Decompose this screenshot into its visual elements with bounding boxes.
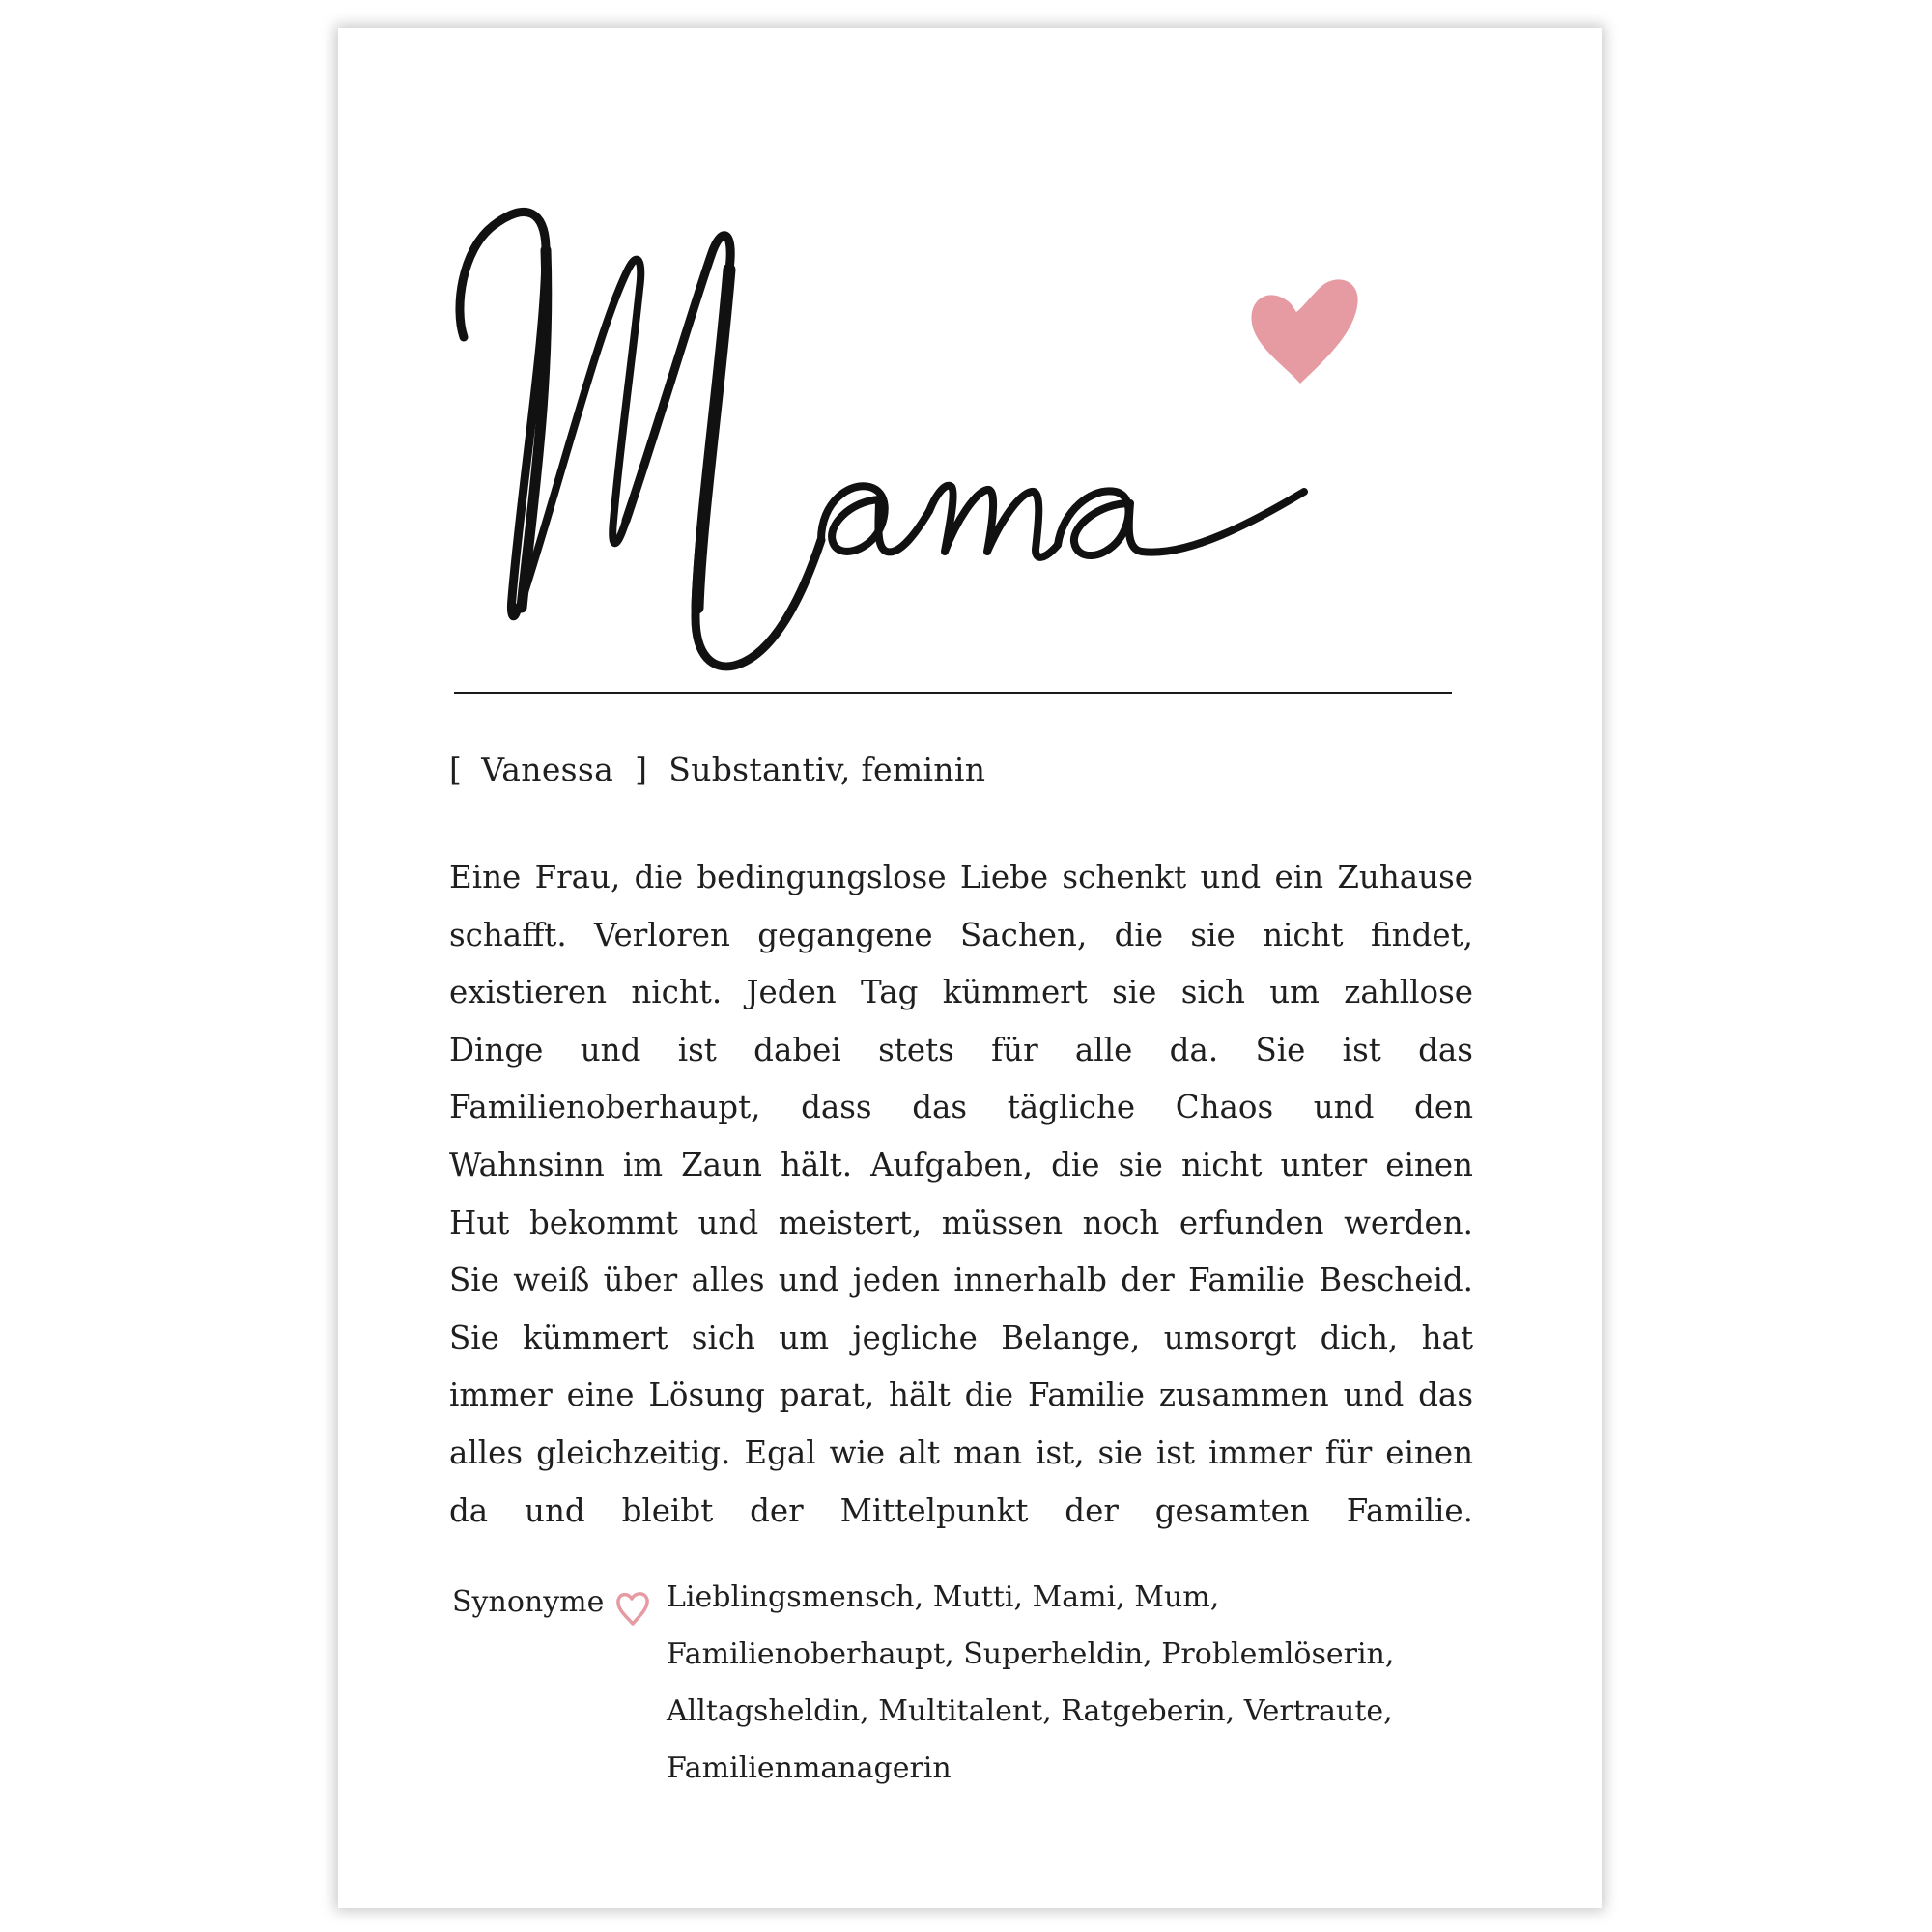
synonyms-list bbox=[667, 1569, 1394, 1797]
definition-line: alles gleichzeitig. Egal wie alt man ist, sie ist immer für einen bbox=[449, 1434, 1473, 1471]
pronunciation-line bbox=[449, 751, 985, 788]
heart-outline-icon bbox=[614, 1589, 651, 1628]
divider-line bbox=[454, 692, 1452, 694]
definition-line: Hut bekommt und meistert, müssen noch erfunden werden. bbox=[449, 1204, 1473, 1241]
definition-line: Familienoberhaupt, dass das tägliche Chaos und den bbox=[449, 1089, 1473, 1126]
synonyms-label: Synonyme bbox=[452, 1585, 605, 1619]
definition-line: existieren nicht. Jeden Tag kümmert sie sich um zahllose bbox=[449, 974, 1473, 1011]
script-title-graphic bbox=[454, 192, 1420, 695]
definition-line: Sie weiß über alles und jeden innerhalb der Familie Bescheid. bbox=[449, 1262, 1473, 1299]
synonyms-line: Familienmanagerin bbox=[667, 1751, 952, 1785]
person-name: Vanessa bbox=[481, 751, 614, 788]
definition-line: da und bleibt der Mittelpunkt der gesamten Familie. bbox=[449, 1492, 1473, 1529]
definition-text bbox=[449, 849, 1473, 1540]
close-bracket: ] bbox=[635, 751, 648, 788]
definition-line: schafft. Verloren gegangene Sachen, die sie nicht findet, bbox=[449, 916, 1473, 953]
definition-line: Wahnsinn im Zaun hält. Aufgaben, die sie nicht unter einen bbox=[449, 1146, 1473, 1183]
title-lettering bbox=[454, 192, 1420, 695]
synonyms-line: Alltagsheldin, Multitalent, Ratgeberin, Vertraute, bbox=[667, 1694, 1393, 1728]
synonyms-line: Familienoberhaupt, Superheldin, Problemlöserin, bbox=[667, 1637, 1395, 1671]
heart-icon bbox=[1251, 279, 1357, 384]
poster-card bbox=[338, 28, 1602, 1908]
definition-line: Sie kümmert sich um jegliche Belange, umsorgt dich, hat bbox=[449, 1319, 1473, 1356]
definition-line: Dinge und ist dabei stets für alle da. Sie ist das bbox=[449, 1031, 1473, 1068]
definition-line: Eine Frau, die bedingungslose Liebe schenkt und ein Zuhause bbox=[449, 859, 1473, 895]
synonyms-line: Lieblingsmensch, Mutti, Mami, Mum, bbox=[667, 1580, 1220, 1614]
open-bracket: [ bbox=[449, 751, 463, 788]
definition-line: immer eine Lösung parat, hält die Familie zusammen und das bbox=[449, 1377, 1473, 1414]
word-class: Substantiv, feminin bbox=[668, 751, 986, 788]
